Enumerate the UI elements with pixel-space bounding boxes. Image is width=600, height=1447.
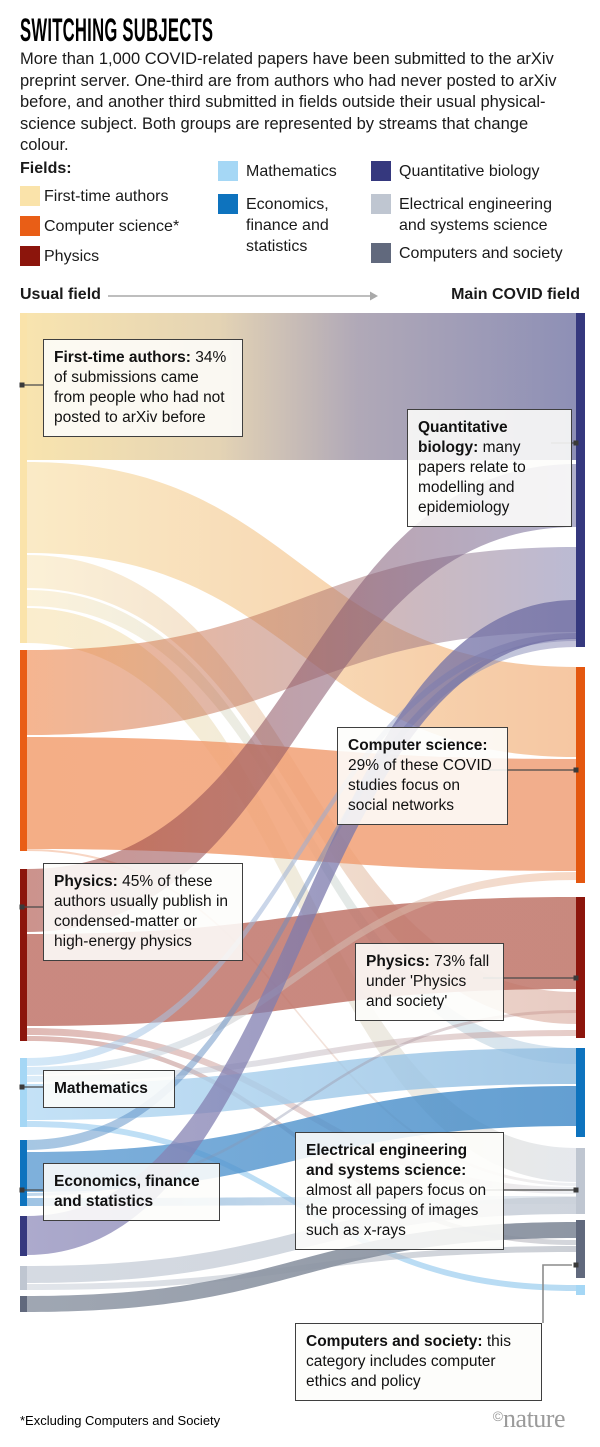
connector-dot-cs [574, 768, 579, 773]
annotation-physics-left: Physics: 45% of these authors usually publish in condensed-matter or high-energy physics [43, 863, 243, 961]
legend-label-physics: Physics [44, 248, 100, 265]
nature-credit: ©nature [492, 1404, 565, 1433]
axis-label-main-covid-field: Main COVID field [451, 286, 580, 303]
legend-label-economics: Economics, finance and statistics [246, 196, 329, 255]
copyright-icon: © [492, 1408, 504, 1424]
legend-swatch-computers-and-society [371, 243, 391, 263]
sankey-node-left-econ [20, 1140, 27, 1206]
connector-dot-cas [574, 1263, 579, 1268]
annotation-electrical-engineering: Electrical engineering and systems science: almost all papers focus on the processing of images such as x-rays [295, 1132, 504, 1250]
legend-swatch-economics [218, 194, 238, 214]
intro-paragraph: More than 1,000 COVID-related papers have been submitted to the arXiv preprint server. One-third are from authors who had never posted to arXiv before, and another third submitted in fields outside their usual physical-science subject. Both groups are represented by streams that change colour. [20, 50, 557, 154]
sankey-node-right-econ [576, 1048, 585, 1137]
connector-cas [543, 1265, 572, 1323]
annotation-computer-science: Computer science: 29% of these COVID studies focus on social networks [337, 727, 508, 825]
sankey-node-left-qb [20, 1216, 27, 1256]
sankey-node-right-phys [576, 897, 585, 1038]
legend-title: Fields: [20, 160, 72, 177]
connector-dot-phys-right [574, 976, 579, 981]
annotation-economics: Economics, finance and statistics [43, 1163, 220, 1221]
legend-label-quantitative-biology: Quantitative biology [399, 163, 540, 180]
legend-label-computer-science: Computer science* [44, 218, 180, 235]
sankey-node-right-qb [576, 313, 585, 647]
legend-label-mathematics: Mathematics [246, 163, 337, 180]
sankey-node-right-math [576, 1285, 585, 1295]
connector-dot-math [20, 1085, 25, 1090]
legend-swatch-mathematics [218, 161, 238, 181]
legend-swatch-electrical-engineering [371, 194, 391, 214]
page-title: SWITCHING SUBJECTS [20, 12, 214, 48]
annotation-computers-and-society: Computers and society: this category includes computer ethics and policy [295, 1323, 542, 1401]
legend-swatch-physics [20, 246, 40, 266]
axis-label-usual-field: Usual field [20, 286, 101, 303]
annotation-quantitative-biology: Quantitative biology: many papers relate to modelling and epidemiology [407, 409, 572, 527]
sankey-node-left-math [20, 1058, 27, 1127]
legend-swatch-computer-science [20, 216, 40, 236]
legend-label-electrical-engineering: Electrical engineering and systems science [399, 196, 552, 234]
legend-label-computers-and-society: Computers and society [399, 245, 563, 262]
connector-dot-ft [20, 383, 25, 388]
footnote: *Excluding Computers and Society [20, 1413, 221, 1428]
connector-dot-ee [574, 1188, 579, 1193]
usual-to-covid-arrow [108, 289, 378, 303]
connector-dot-econ [20, 1188, 25, 1193]
sankey-node-right-ee [576, 1148, 585, 1214]
legend-label-first-time-authors: First-time authors [44, 188, 169, 205]
sankey-node-left-ft [20, 313, 27, 643]
sankey-node-left-cas [20, 1296, 27, 1312]
sankey-node-right-cas [576, 1220, 585, 1278]
sankey-node-left-cs [20, 650, 27, 851]
annotation-physics-right: Physics: 73% fall under 'Physics and society' [355, 943, 504, 1021]
legend-swatch-quantitative-biology [371, 161, 391, 181]
sankey-node-right-cs [576, 667, 585, 883]
sankey-node-left-phys [20, 869, 27, 1041]
annotation-mathematics: Mathematics [43, 1070, 175, 1108]
annotation-first-time-authors: First-time authors: 34% of submissions came from people who had not posted to arXiv before [43, 339, 243, 437]
sankey-node-left-ee [20, 1266, 27, 1290]
legend-swatch-first-time-authors [20, 186, 40, 206]
connector-dot-qb [574, 441, 579, 446]
connector-dot-phys-left [20, 905, 25, 910]
